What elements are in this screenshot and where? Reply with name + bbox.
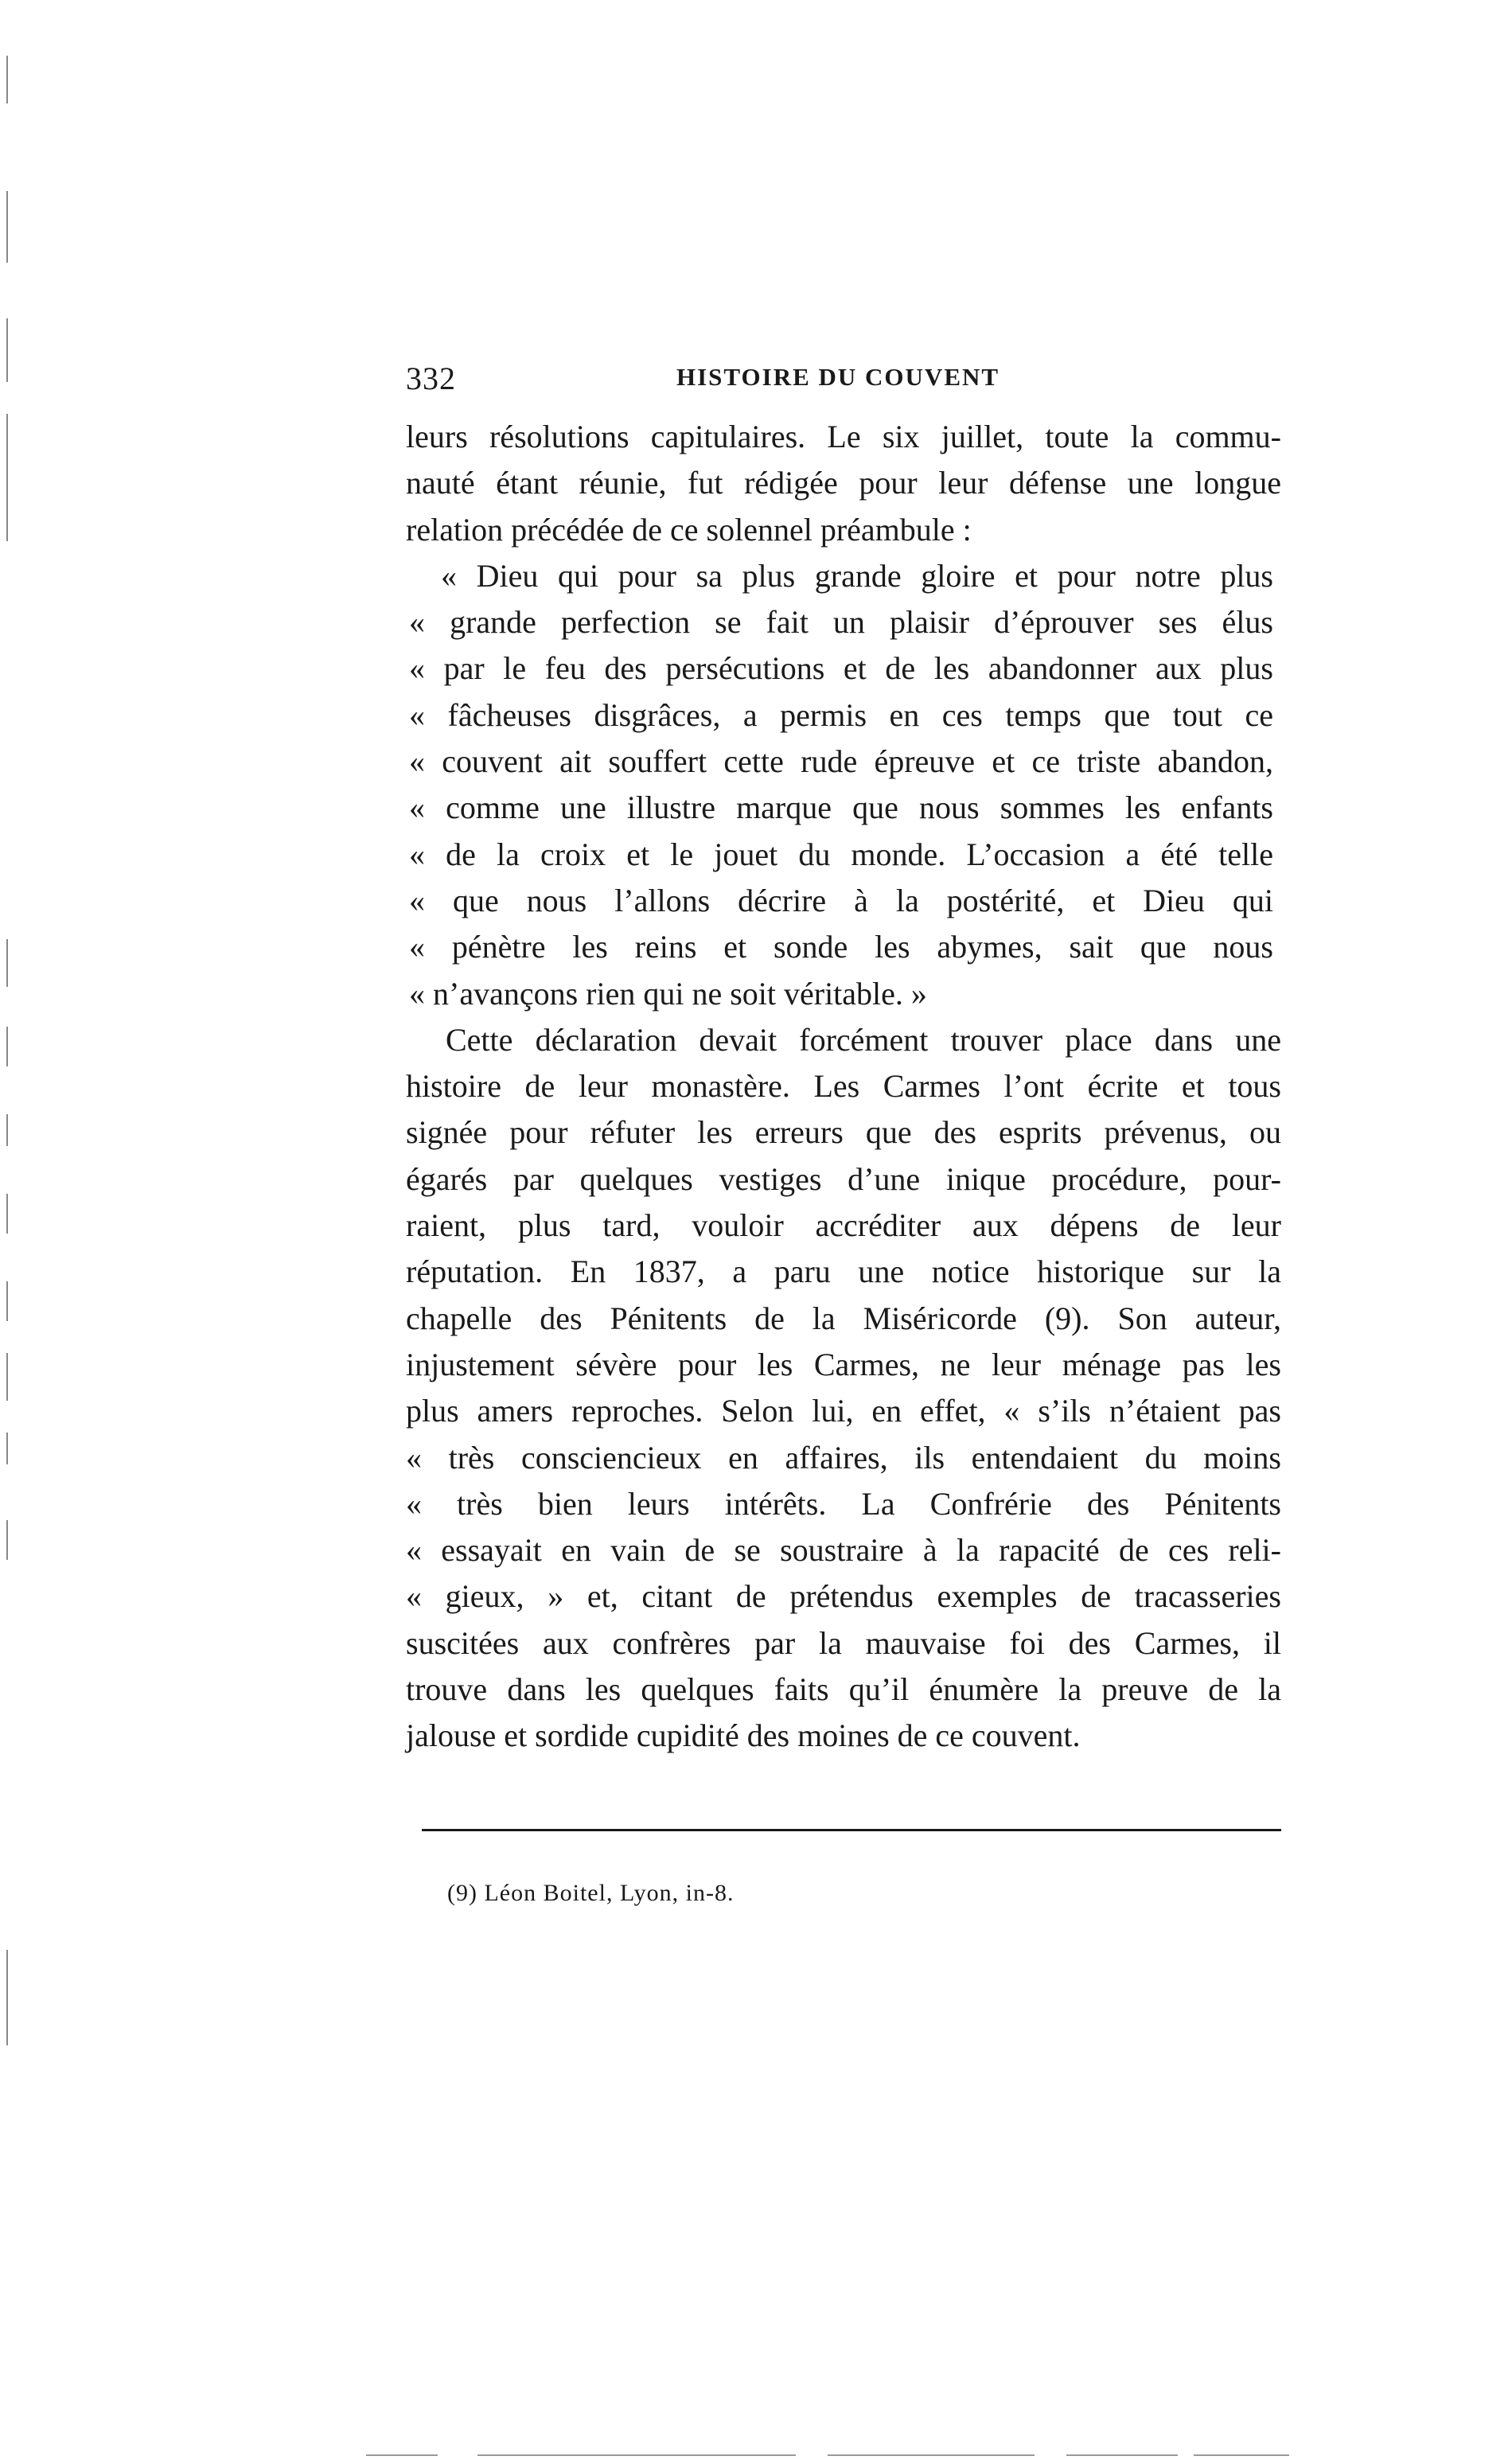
text-line: trouve dans les quelques faits qu’il énumère la preuve de la (406, 1671, 1281, 1708)
text-line: égarés par quelques vestiges d’une inique procédure, pour- (406, 1160, 1281, 1197)
quote-line: « n’avançons rien qui ne soit véritable. » (409, 975, 927, 1012)
text-line: chapelle des Pénitents de la Miséricorde (9). Son auteur, (406, 1300, 1281, 1336)
scan-edge-mark (6, 1114, 8, 1146)
text-line: histoire de leur monastère. Les Carmes l’ont écrite et tous (406, 1068, 1281, 1105)
text-line: « essayait en vain de se soustraire à la rapacité de ces reli- (406, 1532, 1281, 1569)
text-line: injustement sévère pour les Carmes, ne leur ménage pas les (406, 1346, 1281, 1382)
text-line: plus amers reproches. Selon lui, en effet, « s’ils n’étaient pas (406, 1393, 1281, 1429)
text-line: relation précédée de ce solennel préambule : (406, 511, 972, 548)
quote-line: « fâcheuses disgrâces, a permis en ces temps que tout ce (409, 696, 1273, 733)
quote-line: « pénètre les reins et sonde les abymes, sait que nous (409, 929, 1273, 965)
page-number: 332 (406, 361, 456, 396)
scan-edge-mark (6, 1281, 8, 1321)
scan-bottom-mark (366, 2454, 438, 2456)
text-line: « très bien leurs intérêts. La Confrérie des Pénitents (406, 1485, 1281, 1522)
quote-line: « que nous l’allons décrire à la postérité, et Dieu qui (409, 882, 1273, 918)
scan-edge-mark (6, 414, 8, 541)
scan-bottom-mark (1194, 2454, 1289, 2456)
text-line: « gieux, » et, citant de prétendus exemples de tracasseries (406, 1578, 1281, 1615)
scan-edge-mark (6, 1194, 8, 1234)
scan-edge-mark (6, 1433, 8, 1464)
scan-edge-mark (6, 1520, 8, 1560)
quote-line: « couvent ait souffert cette rude épreuve et ce triste abandon, (409, 743, 1273, 780)
text-line: « très consciencieux en affaires, ils entendaient du moins (406, 1439, 1281, 1476)
scan-edge-mark (6, 939, 8, 987)
text-line: leurs résolutions capitulaires. Le six juillet, toute la commu- (406, 419, 1281, 454)
text-line: réputation. En 1837, a paru une notice historique sur la (406, 1253, 1281, 1290)
footnote: (9) Léon Boitel, Lyon, in-8. (447, 1880, 735, 1906)
page-header (406, 360, 1281, 407)
scan-bottom-mark (1066, 2454, 1178, 2456)
scan-bottom-mark (477, 2454, 796, 2456)
quote-line: « Dieu qui pour sa plus grande gloire et pour notre plus (441, 557, 1273, 594)
text-line: jalouse et sordide cupidité des moines de ce couvent. (406, 1717, 1081, 1754)
scan-edge-mark (6, 1353, 8, 1401)
scan-edge-mark (6, 1990, 8, 2045)
quote-line: « par le feu des persécutions et de les abandonner aux plus (409, 650, 1273, 687)
scan-edge-mark (6, 1027, 8, 1066)
quote-line: « grande perfection se fait un plaisir d’éprouver ses élus (409, 604, 1273, 641)
scan-bottom-mark (828, 2454, 1035, 2456)
scan-edge-mark (6, 191, 8, 263)
scan-edge-mark (6, 318, 8, 382)
text-line: signée pour réfuter les erreurs que des esprits prévenus, ou (406, 1114, 1281, 1151)
running-title: HISTOIRE DU COUVENT (676, 363, 1000, 391)
text-line: Cette déclaration devait forcément trouver place dans une (446, 1021, 1281, 1058)
quote-line: « comme une illustre marque que nous sommes les enfants (409, 789, 1273, 826)
text-line: raient, plus tard, vouloir accréditer aux dépens de leur (406, 1207, 1281, 1244)
text-line: suscitées aux confrères par la mauvaise foi des Carmes, il (406, 1624, 1281, 1661)
quote-line: « de la croix et le jouet du monde. L’occasion a été telle (409, 836, 1273, 872)
scan-edge-mark (6, 56, 8, 103)
text-line: nauté étant réunie, fut rédigée pour leur défense une longue (406, 465, 1281, 501)
body-text (406, 414, 1281, 1760)
footnote-divider (422, 1829, 1281, 1831)
